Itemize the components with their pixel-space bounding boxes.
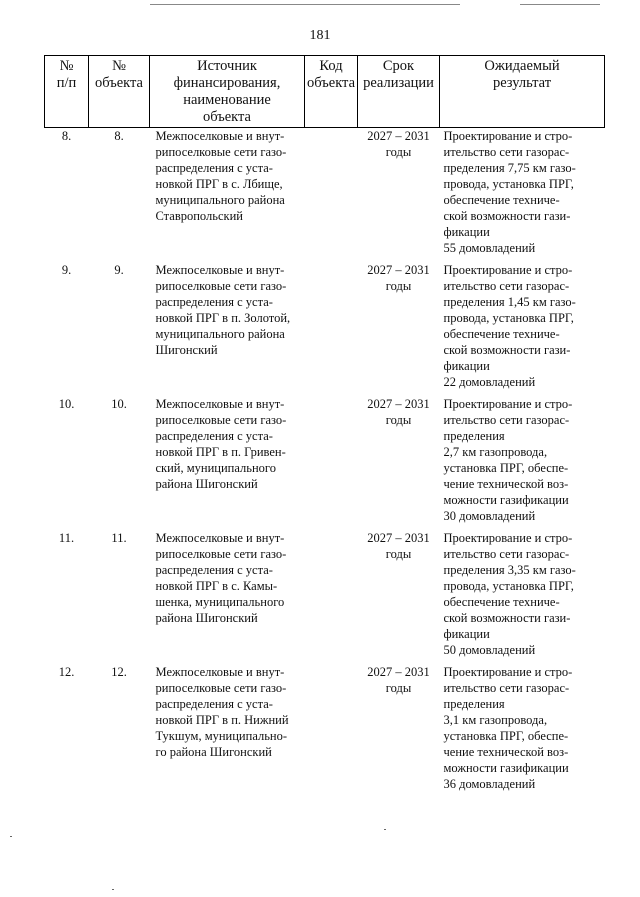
header-num: № п/п: [45, 56, 89, 128]
row-object-number: 9.: [114, 263, 124, 277]
table-header: [45, 56, 605, 128]
row-source: Межпоселковые и внут- рипоселковые сети газо- распределения с уста- новкой ПРГ в п. Нижний Тукшум, муниципально- го района Шигонский: [155, 665, 289, 759]
row-num: 11.: [58, 531, 75, 545]
row-code: [305, 262, 358, 396]
scan-speck: [112, 889, 114, 890]
header-source: Источник финансирования, наименование объекта: [150, 56, 305, 128]
row-source: Межпоселковые и внут- рипоселковые сети газо- распределения с уста- новкой ПРГ в п. Золотой, муниципального района Шигонский: [155, 263, 291, 357]
row-code: [305, 396, 358, 530]
scan-edge-line: [520, 4, 600, 5]
row-term: 2027 – 2031 годы: [367, 531, 430, 561]
row-result: Проектирование и стро- ительство сети газорас- пределения 1,45 км газо- провода, установка ПРГ, обеспечение техниче- ской возможности гази- фикации 22 домовладений: [443, 263, 576, 389]
row-code: [305, 530, 358, 664]
row-object-number: 12.: [111, 665, 127, 679]
row-term: 2027 – 2031 годы: [367, 263, 430, 293]
row-source: Межпоселковые и внут- рипоселковые сети газо- распределения с уста- новкой ПРГ в п. Гривен- ский, муниципального района Шигонский: [155, 397, 287, 491]
row-num: 12.: [58, 665, 75, 679]
scan-edge-line: [150, 4, 460, 5]
scan-speck: [10, 836, 12, 837]
row-code: [305, 128, 358, 263]
row-num: 10.: [58, 397, 75, 411]
table-row: [45, 664, 605, 798]
row-result: Проектирование и стро- ительство сети газорас- пределения 7,75 км газо- провода, установка ПРГ, обеспечение техниче- ской возможности гази- фикации 55 домовладений: [443, 129, 576, 255]
row-result: Проектирование и стро- ительство сети газорас- пределения 2,7 км газопровода, установка ПРГ, обеспе- чение технической воз- можности газификации 30 домовладений: [443, 397, 573, 523]
table-row: [45, 530, 605, 664]
row-object-number: 8.: [114, 129, 124, 143]
table-row: [45, 262, 605, 396]
row-term: 2027 – 2031 годы: [367, 129, 430, 159]
header-result: Ожидаемый результат: [440, 56, 605, 128]
row-object-number: 11.: [111, 531, 127, 545]
header-code: Код объекта: [305, 56, 358, 128]
table-body: [45, 128, 605, 799]
row-source: Межпоселковые и внут- рипоселковые сети газо- распределения с уста- новкой ПРГ в с. Лбище, муниципального района Ставропольский: [155, 129, 287, 223]
row-result: Проектирование и стро- ительство сети газорас- пределения 3,1 км газопровода, установка ПРГ, обеспе- чение технической воз- можности газификации 36 домовладений: [443, 665, 573, 791]
row-num: 8.: [61, 129, 72, 143]
header-term: Срок реализации: [358, 56, 440, 128]
row-term: 2027 – 2031 годы: [367, 665, 430, 695]
row-num: 9.: [61, 263, 72, 277]
financing-table: [44, 55, 605, 798]
page-number: 181: [309, 28, 331, 43]
row-code: [305, 664, 358, 798]
scan-speck: [384, 829, 386, 830]
row-term: 2027 – 2031 годы: [367, 397, 430, 427]
header-object-number: № объекта: [89, 56, 150, 128]
table-row: [45, 396, 605, 530]
table-row: [45, 128, 605, 263]
row-object-number: 10.: [111, 397, 127, 411]
row-source: Межпоселковые и внут- рипоселковые сети газо- распределения с уста- новкой ПРГ в с. Камы- шенка, муниципального района Шигонский: [155, 531, 287, 625]
row-result: Проектирование и стро- ительство сети газорас- пределения 3,35 км газо- провода, установка ПРГ, обеспечение техниче- ской возможности гази- фикации 50 домовладений: [443, 531, 576, 657]
